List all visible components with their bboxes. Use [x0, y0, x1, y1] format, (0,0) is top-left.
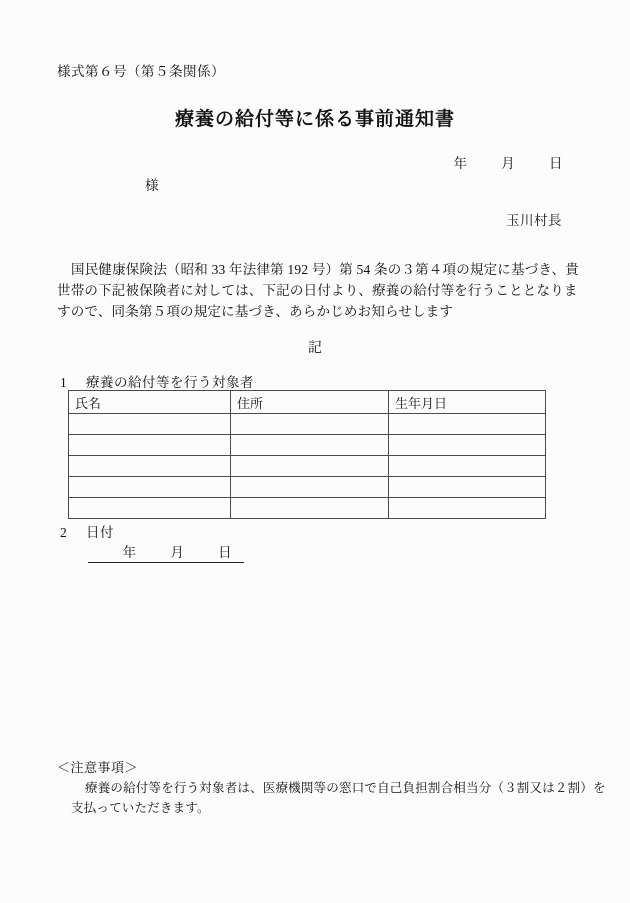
cell-address[interactable]	[231, 477, 389, 498]
cell-name[interactable]	[69, 477, 231, 498]
fill-day-label: 日	[218, 545, 233, 560]
section-2-heading	[60, 521, 114, 541]
fill-month-label: 月	[170, 545, 185, 560]
table-row[interactable]	[69, 477, 546, 498]
issue-date-line	[0, 152, 563, 172]
cell-name[interactable]	[69, 414, 231, 435]
body-paragraph	[57, 259, 579, 322]
cell-address[interactable]	[231, 456, 389, 477]
cell-address[interactable]	[231, 414, 389, 435]
cell-birthdate[interactable]	[389, 414, 546, 435]
table-row[interactable]	[69, 456, 546, 477]
column-header-birthdate: 生年月日	[389, 391, 546, 414]
cell-birthdate[interactable]	[389, 456, 546, 477]
form-number: 様式第６号（第５条関係）	[57, 64, 225, 79]
section-2-label: 日付	[86, 525, 114, 540]
table-header-row	[69, 391, 546, 414]
notes-line-2: 支払っていただきます。	[71, 801, 210, 815]
cell-name[interactable]	[69, 456, 231, 477]
section-1-number: 1	[60, 375, 68, 390]
column-header-name: 氏名	[69, 391, 231, 414]
ki-marker: 記	[308, 341, 322, 356]
page-title: 療養の給付等に係る事前通知書	[174, 109, 455, 130]
cell-birthdate[interactable]	[389, 498, 546, 519]
section-1-heading	[60, 371, 254, 391]
notes-body	[57, 778, 606, 818]
notes-line-1: 療養の給付等を行う対象者は、医療機関等の窓口で自己負担割合相当分（３割又は２割）を	[85, 781, 606, 795]
cell-birthdate[interactable]	[389, 477, 546, 498]
notes-heading: ＜注意事項＞	[57, 760, 139, 775]
issue-date-day-label: 日	[549, 156, 563, 171]
cell-address[interactable]	[231, 498, 389, 519]
body-line-1: 国民健康保険法（昭和 33 年法律第 192 号）第 54 条の３第４項の規定に基づき、貴	[71, 262, 579, 277]
table-row[interactable]	[69, 498, 546, 519]
section-2-number: 2	[60, 525, 68, 540]
target-person-table	[68, 390, 546, 519]
section-1-label: 療養の給付等を行う対象者	[86, 375, 254, 390]
table-row[interactable]	[69, 435, 546, 456]
fill-year-label: 年	[122, 545, 137, 560]
body-line-2: 世帯の下記被保険者に対しては、下記の日付より、療養の給付等を行うこととなりま	[57, 283, 578, 298]
body-line-3: すので、同条第５項の規定に基づき、あらかじめお知らせします	[57, 304, 454, 319]
cell-birthdate[interactable]	[389, 435, 546, 456]
table-row[interactable]	[69, 414, 546, 435]
issue-date-year-label: 年	[453, 156, 468, 171]
cell-address[interactable]	[231, 435, 389, 456]
date-fill-field[interactable]	[88, 541, 244, 563]
cell-name[interactable]	[69, 435, 231, 456]
cell-name[interactable]	[69, 498, 231, 519]
column-header-address: 住所	[231, 391, 389, 414]
issue-date-month-label: 月	[501, 156, 516, 171]
issuer-name: 玉川村長	[506, 213, 562, 228]
recipient-honorific: 様	[145, 178, 159, 193]
